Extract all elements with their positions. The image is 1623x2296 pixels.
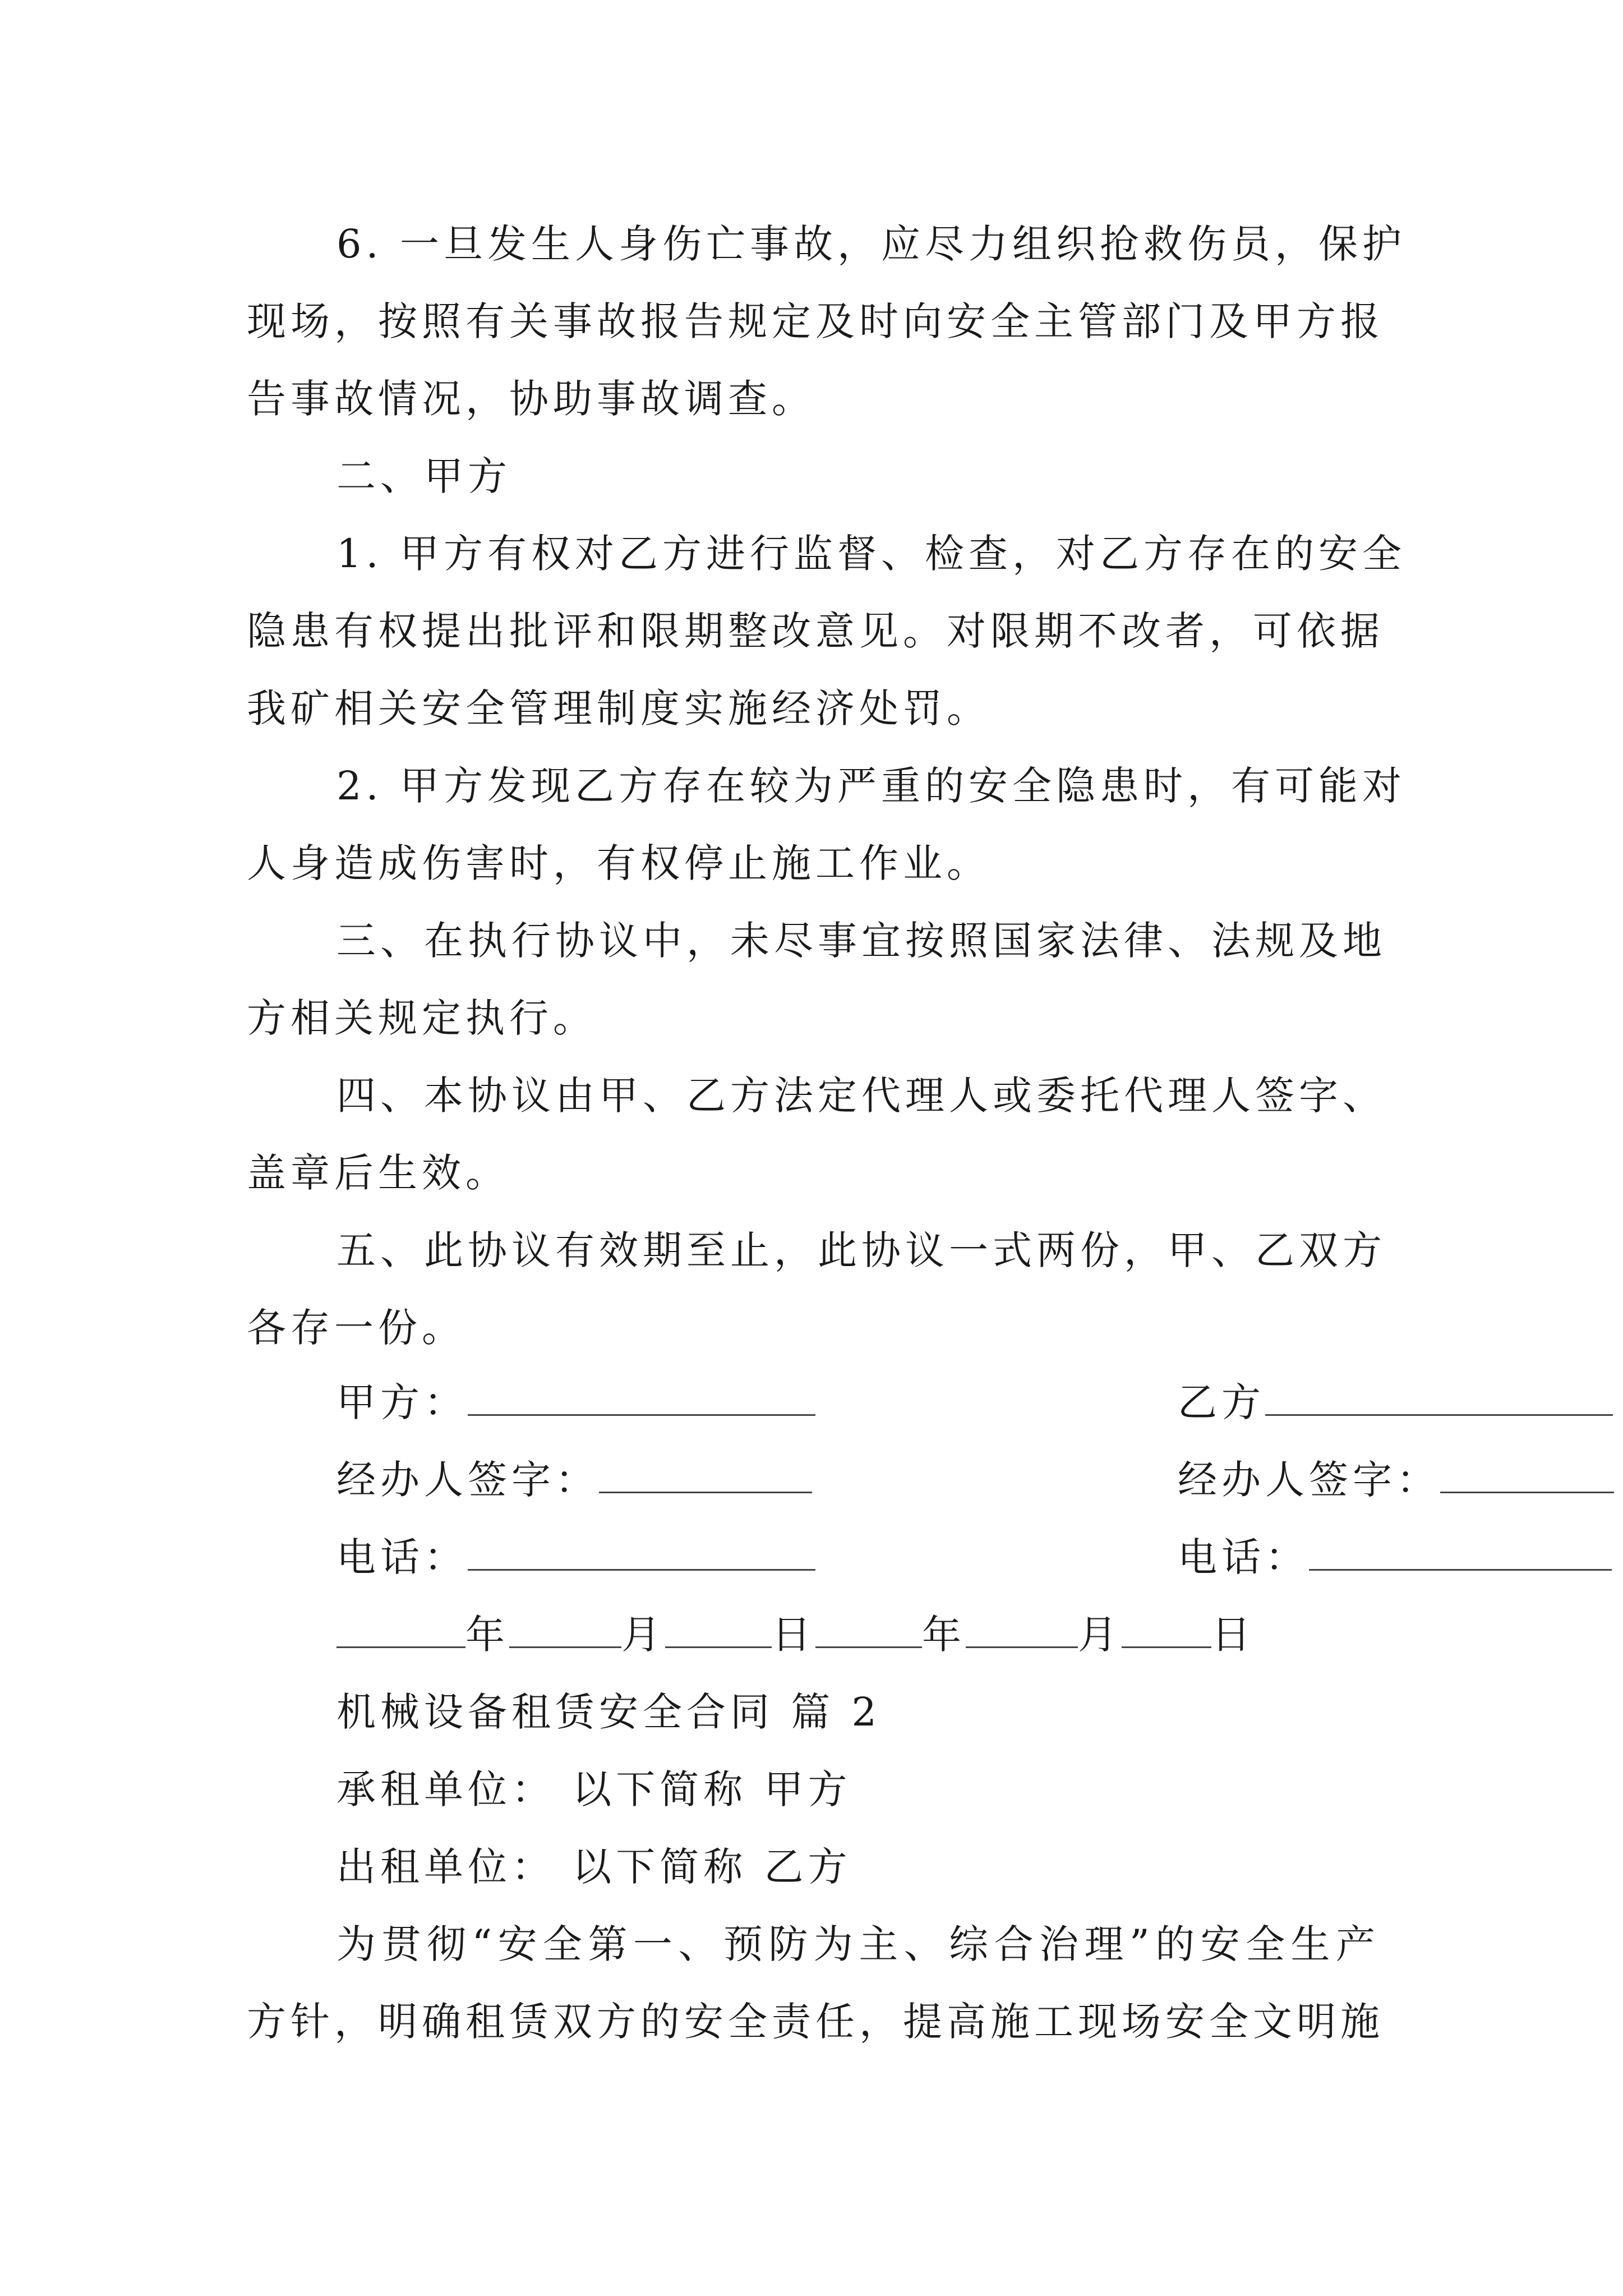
year-label: 年 [922,1612,966,1658]
party-a-blank[interactable] [468,1375,815,1416]
month-label: 月 [1078,1612,1122,1658]
paragraph-line: 方相关规定执行。 [247,995,597,1041]
section-title: 机械设备租赁安全合同 篇 2 [336,1689,882,1735]
month-label: 月 [621,1612,665,1658]
section-heading: 二、甲方 [336,453,511,499]
paragraph-line: 四、本协议由甲、乙方法定代理人或委托代理人签字、 [336,1073,1386,1119]
day-a-blank[interactable] [665,1607,772,1648]
day-b-blank[interactable] [1122,1607,1211,1648]
phone-b-blank[interactable] [1309,1530,1612,1571]
party-b-label: 乙方 [1178,1379,1265,1425]
paragraph-line: 三、在执行协议中，未尽事宜按照国家法律、法规及地 [336,918,1386,964]
lessor-line: 出租单位： 以下简称 乙方 [336,1844,852,1890]
agent-b-blank[interactable] [1440,1452,1614,1493]
paragraph-line: 隐患有权提出批评和限期整改意见。对限期不改者，可依据 [247,608,1384,654]
paragraph-line: 盖章后生效。 [247,1150,509,1196]
signature-row-phone [336,1526,1309,1588]
paragraph-line: 告事故情况，协助事故调查。 [247,376,815,422]
paragraph-line: 我矿相关安全管理制度实施经济处罚。 [247,685,990,731]
paragraph-line: 五、此协议有效期至止，此协议一式两份，甲、乙双方 [336,1227,1386,1273]
lessee-line: 承租单位： 以下简称 甲方 [336,1766,852,1812]
year-a-blank[interactable] [336,1607,465,1648]
agent-a-label: 经办人签字： [336,1457,599,1503]
phone-b-label: 电话： [1178,1534,1309,1580]
paragraph-line: 各存一份。 [247,1305,465,1351]
day-label: 日 [1211,1612,1255,1658]
signature-row-party [336,1372,1265,1433]
agent-b-label: 经办人签字： [1178,1457,1440,1503]
signature-row-date [336,1604,1255,1665]
party-b-blank[interactable] [1265,1375,1613,1416]
paragraph-line: 人身造成伤害时，有权停止施工作业。 [247,840,990,886]
paragraph-line: 2. 甲方发现乙方存在较为严重的安全隐患时，有可能对 [336,763,1407,809]
paragraph-line: 6. 一旦发生人身伤亡事故，应尽力组织抢救伤员，保护 [336,221,1407,267]
month-a-blank[interactable] [509,1607,621,1648]
phone-a-blank[interactable] [468,1530,815,1571]
year-label: 年 [465,1612,509,1658]
phone-a-label: 电话： [336,1534,468,1580]
month-b-blank[interactable] [966,1607,1078,1648]
paragraph-line: 现场，按照有关事故报告规定及时向安全主管部门及甲方报 [247,298,1384,344]
agent-a-blank[interactable] [599,1452,812,1493]
paragraph-line: 方针，明确租赁双方的安全责任，提高施工现场安全文明施 [247,1999,1384,2045]
party-a-label: 甲方： [336,1379,468,1425]
paragraph-line: 1. 甲方有权对乙方进行监督、检查，对乙方存在的安全 [336,531,1407,577]
day-label: 日 [772,1612,815,1658]
signature-row-agent [336,1449,1440,1511]
year-b-blank[interactable] [815,1607,922,1648]
paragraph-line: 为贯彻“安全第一、预防为主、综合治理”的安全生产 [336,1921,1380,1967]
